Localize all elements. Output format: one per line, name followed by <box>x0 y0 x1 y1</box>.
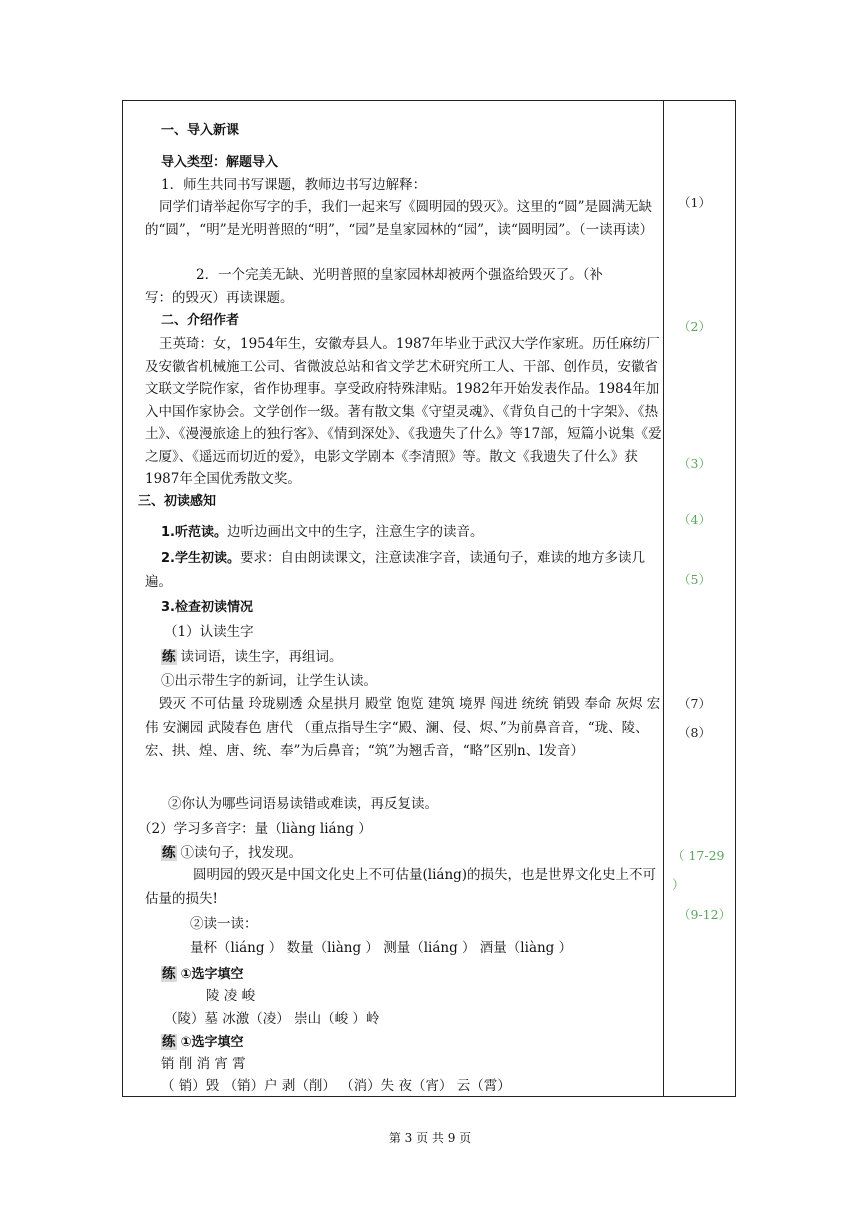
intro-step-2: 2．一个完美无缺、光明普照的皇家园林却被两个强盗给毁灭了。（补 <box>196 267 603 283</box>
practice-badge: 练 <box>162 649 176 665</box>
note-2: （2） <box>678 319 711 334</box>
note-5: （5） <box>678 572 711 587</box>
practice-3: 练 ①选字填空 <box>162 966 244 982</box>
vocab-words: 毁灭 不可估量 玲珑剔透 众星拱月 殿堂 饱览 建筑 境界 闯进 统统 销毁 奉命 灰烬 宏伟 安澜园 武陵春色 唐代 （重点指导生字“殿、澜、侵、烬、”为前鼻音音，“珑、陵、宏、拱、煌、唐、统、奉”为后鼻音；“筑”为翘舌音，“略”区别n、l发音） <box>145 696 661 759</box>
practice-badge: 练 <box>162 845 176 861</box>
note-17-29: （ 17-29 <box>672 848 725 863</box>
fill-blanks-2: （ 销）毁 （销）户 剥（削） （消）失 夜（宵） 云（霄） <box>161 1078 511 1094</box>
practice-1-step-2: ②你认为哪些词语易读错或难读，再反复读。 <box>168 796 438 812</box>
reading-step-2: 2.学生初读。要求：自由朗读课文，注意读准字音，读通句子，难读的地方多读几遍。 <box>145 550 645 590</box>
read-aloud-label: ②读一读： <box>190 916 258 932</box>
reading-step-1: 1.听范读。边听边画出文中的生字，注意生字的读音。 <box>161 524 484 540</box>
fill-blanks-1: （陵）墓 冰激（凌） 崇山（峻 ）岭 <box>164 1011 380 1027</box>
sub-recognize-chars: （1）认读生字 <box>164 624 254 640</box>
practice-badge: 练 <box>162 966 176 982</box>
column-divider <box>663 100 664 1097</box>
practice-2: 练 ①读句子，找发现。 <box>162 845 302 861</box>
note-17-29-close: ） <box>672 877 685 892</box>
note-3: （3） <box>678 456 711 471</box>
intro-step-2-cont: 写：的毁灭）再读课题。 <box>145 290 294 306</box>
author-bio: 王英琦：女，1954年生，安徽寿县人。1987年毕业于武汉大学作家班。历任麻纺厂及安徽省机械施工公司、省微波总站和省文学艺术研究所工人、干部、创作员，安徽省文联文学院作家，省作协理事。享受政府特殊津贴。1982年开始发表作品。1984年加入中国作家协会。文学创作一级。著有散文集《守望灵魂》、《背负自己的十字架》、《热土》、《漫漫旅途上的独行客》、《情到深处》、《我遗失了什么》等17部，短篇小说集《爱之厦》、《遥远而切近的爱》，电影文学剧本《李清照》等。散文《我遗失了什么》获1987年全国优秀散文奖。 <box>145 336 662 487</box>
sub-polyphonic: （2）学习多音字：量（liàng liáng ） <box>138 821 372 837</box>
practice-1: 练 读词语，读生字，再组词。 <box>162 649 343 665</box>
section-heading-intro: 一、导入新课 <box>161 123 240 138</box>
reading-step-3: 3.检查初读情况 <box>161 600 253 615</box>
intro-step-1: 1．师生共同书写课题，教师边书写边解释： <box>161 177 427 193</box>
choice-chars-2: 销 削 消 宵 霄 <box>161 1056 246 1072</box>
intro-type-label: 导入类型：解题导入 <box>161 155 279 170</box>
read-aloud-words: 量杯（liáng ） 数量（liàng ） 测量（liáng ） 酒量（liàng ） <box>190 940 573 956</box>
section-heading-author: 二、介绍作者 <box>161 313 240 328</box>
practice-4: 练 ①选字填空 <box>162 1034 244 1050</box>
practice-1-step-1: ①出示带生字的新词，让学生认读。 <box>161 673 377 689</box>
note-8: （8） <box>678 725 711 740</box>
note-1: （1） <box>678 195 711 210</box>
note-4: （4） <box>678 512 711 527</box>
intro-paragraph: 同学们请举起你写字的手，我们一起来写《圆明园的毁灭》。这里的“圆”是圆满无缺的“圆”，“明”是光明普照的“明”，“园”是皇家园林的“园”，读“圆明园”。（一读再读） <box>145 199 654 238</box>
note-9-12: （9-12） <box>678 907 732 922</box>
choice-chars-1: 陵 凌 峻 <box>206 988 256 1004</box>
practice-badge: 练 <box>162 1034 176 1050</box>
example-sentence: 圆明园的毁灭是中国文化史上不可估量(liáng)的损失，也是世界文化史上不可估量的损失! <box>145 867 657 907</box>
page-footer: 第 3 页 共 9 页 <box>388 1131 472 1145</box>
section-heading-reading: 三、初读感知 <box>138 494 217 509</box>
note-7: （7） <box>678 696 711 711</box>
